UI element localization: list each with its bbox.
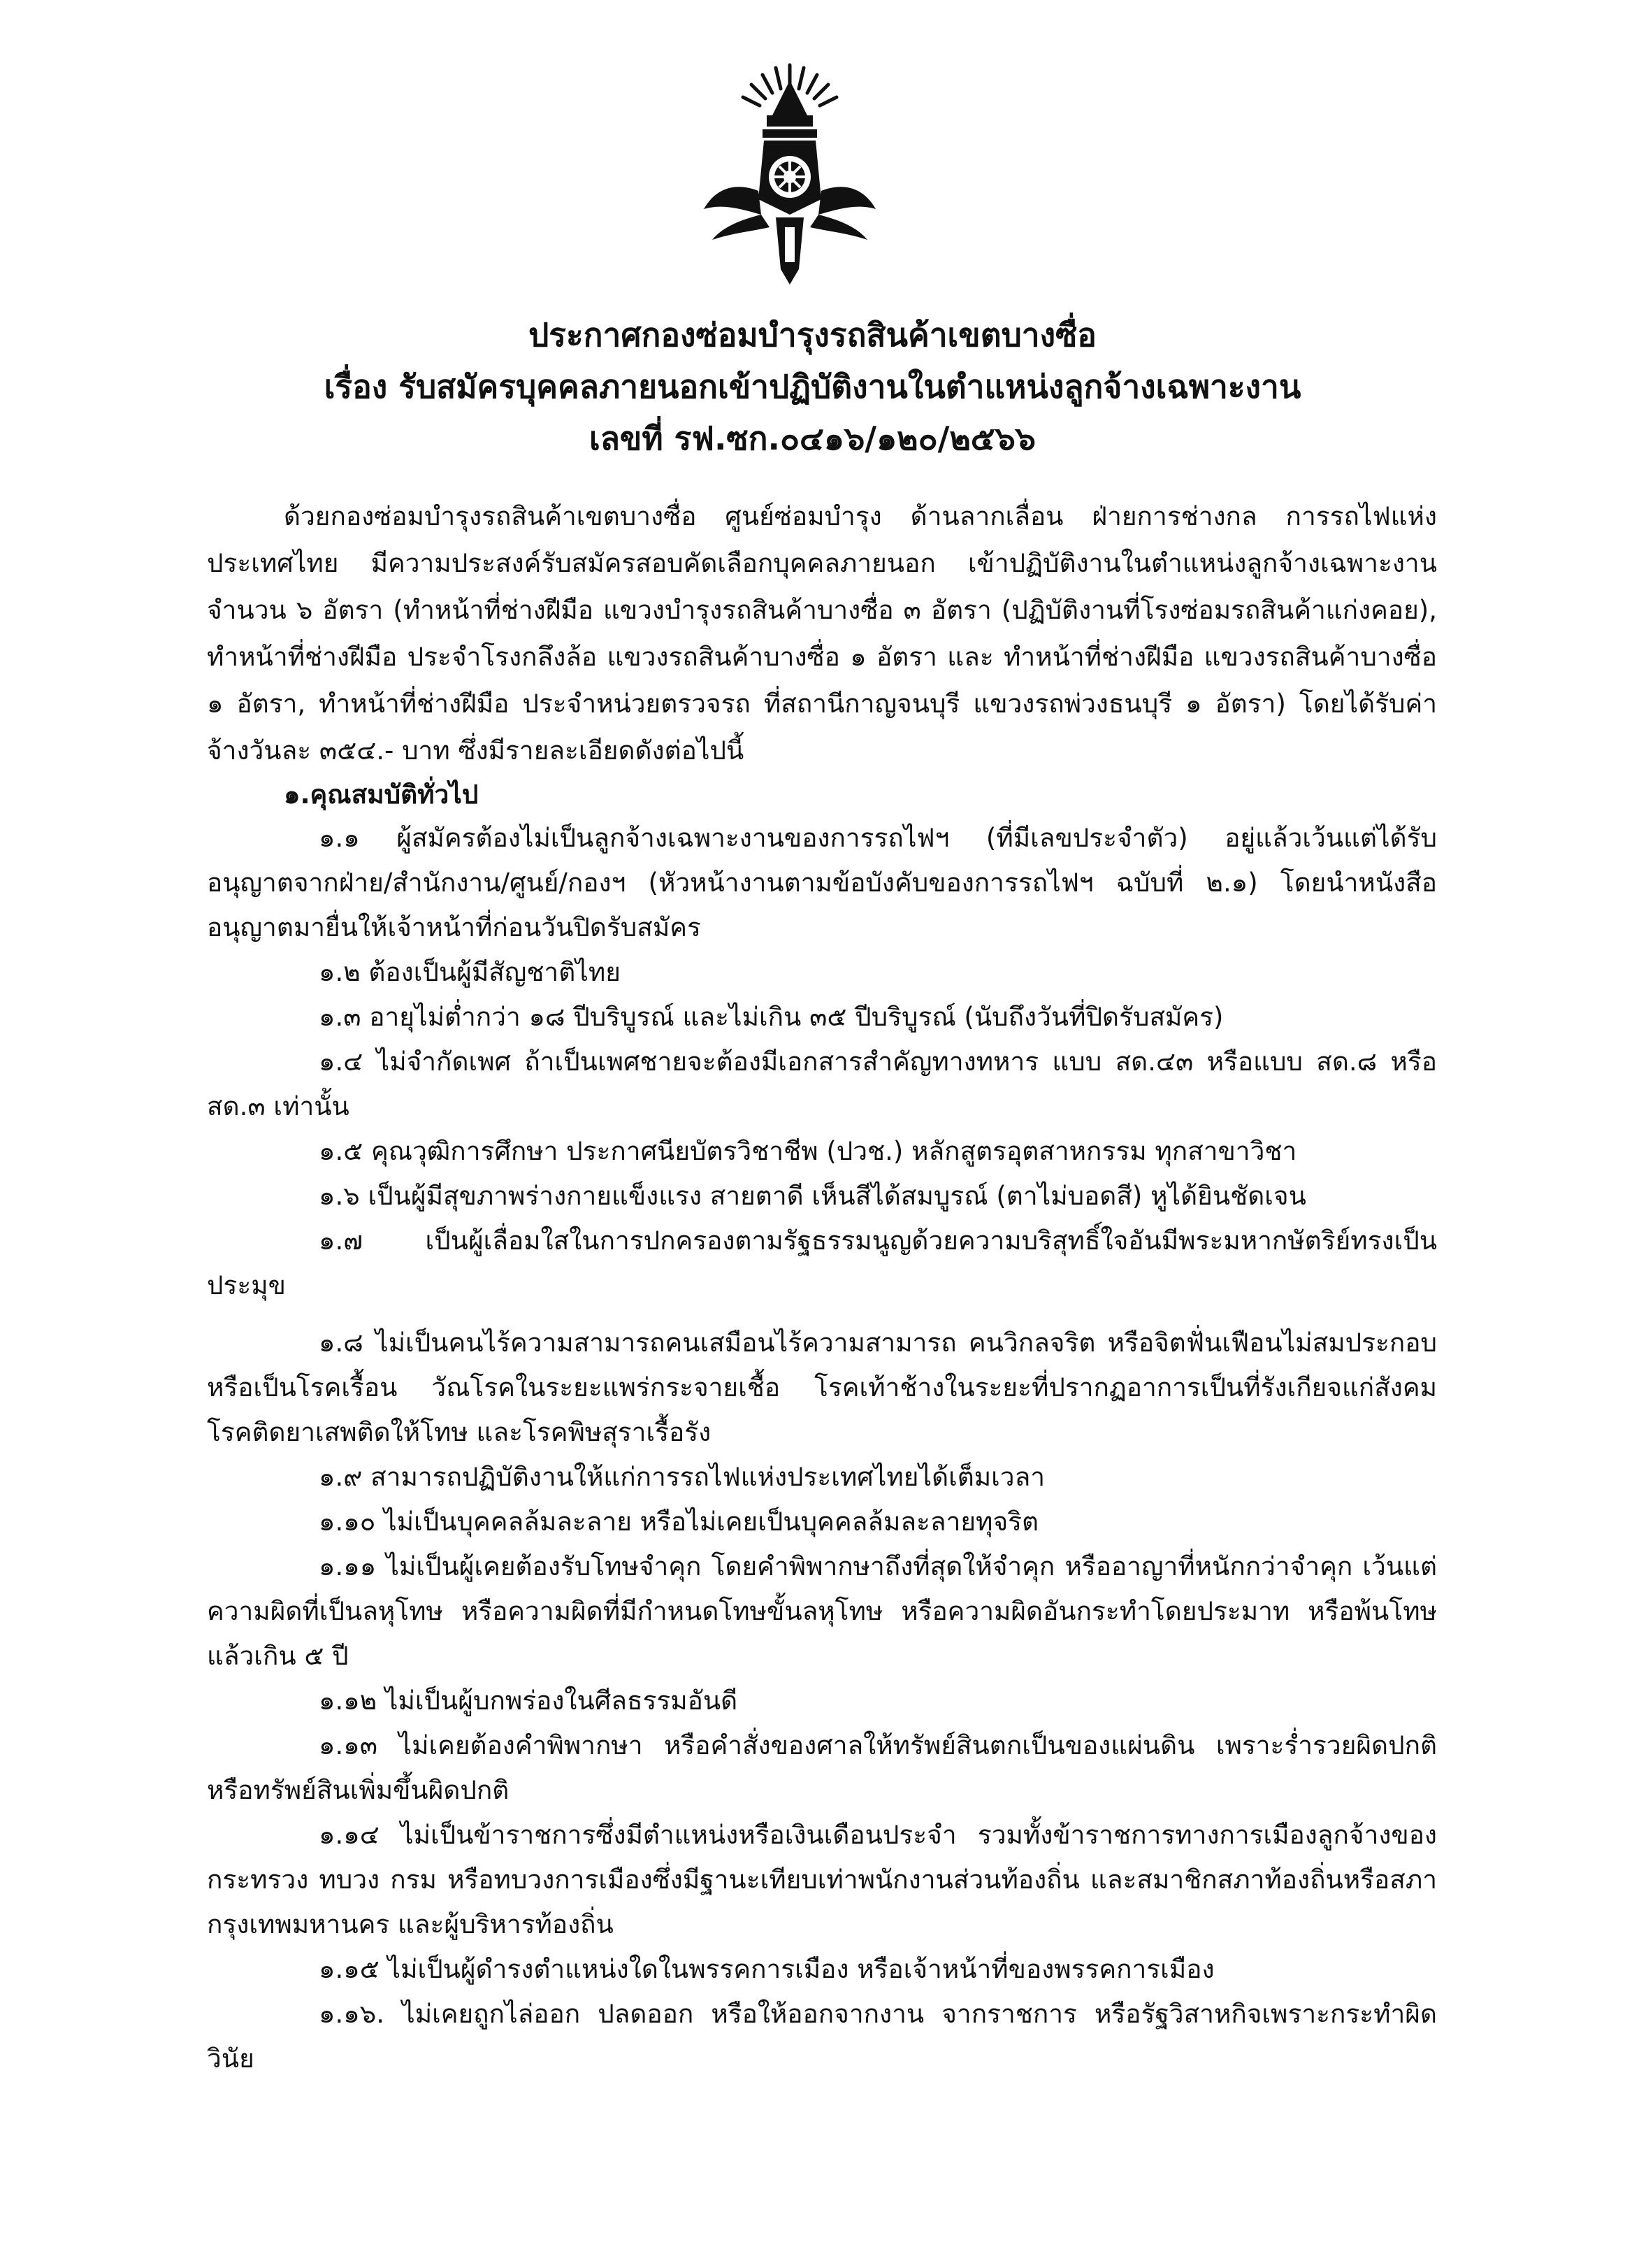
announcement-body [207,493,1437,2081]
issuer-title: ประกาศกองซ่อมบำรุงรถสินค้าเขตบางซื่อ [528,316,1097,354]
announcement-header [0,309,1625,464]
qualification-item: ๑.๑๕ ไม่เป็นผู้ดำรงตำแหน่งใดในพรรคการเมือง หรือเจ้าหน้าที่ของพรรคการเมือง [319,1954,1215,1984]
qualification-item: ๑.๘ ไม่เป็นคนไร้ความสามารถคนเสมือนไร้ความสามารถ คนวิกลจริต หรือจิตฟั่นเฟือนไม่สมประกอบ หรือเป็นโรคเรื้อน วัณโรคในระยะแพร่กระจายเชื้อ โรคเท้าช้างในระยะที่ปรากฏอาการเป็นที่รังเกียจแก่สังคม โรคติดยาเสพติดให้โทษ และโรคพิษสุราเรื้อรัง [207,1328,1437,1447]
qualification-item: ๑.๖ เป็นผู้มีสุขภาพร่างกายแข็งแรง สายตาดี เห็นสีได้สมบูรณ์ (ตาไม่บอดสี) หูได้ยินชัดเจน [319,1181,1306,1211]
qualification-item: ๑.๒ ต้องเป็นผู้มีสัญชาติไทย [319,957,621,987]
qualification-item: ๑.๕ คุณวุฒิการศึกษา ประกาศนียบัตรวิชาชีพ (ปวช.) หลักสูตรอุตสาหกรรม ทุกสาขาวิชา [319,1136,1297,1166]
section-heading: ๑.คุณสมบัติทั่วไป [284,780,479,810]
intro-paragraph: ด้วยกองซ่อมบำรุงรถสินค้าเขตบางซื่อ ศูนย์ซ่อมบำรุง ด้านลากเลื่อน ฝ่ายการช่างกล การรถไฟแห่งประเทศไทย มีความประสงค์รับสมัครสอบคัดเลือกบุคคลภายนอก เข้าปฏิบัติงานในตำแหน่งลูกจ้างเฉพาะงาน จำนวน ๖ อัตรา (ทำหน้าที่ช่างฝีมือ แขวงบำรุงรถสินค้าบางซื่อ ๓ อัตรา (ปฏิบัติงานที่โรงซ่อมรถสินค้าแก่งคอย), ทำหน้าที่ช่างฝีมือ ประจำโรงกลึงล้อ แขวงรถสินค้าบางซื่อ ๑ อัตรา และ ทำหน้าที่ช่างฝีมือ แขวงรถสินค้าบางซื่อ ๑ อัตรา, ทำหน้าที่ช่างฝีมือ ประจำหน่วยตรวจรถ ที่สถานีกาญจนบุรี แขวงรถพ่วงธนบุรี ๑ อัตรา) โดยได้รับค่าจ้างวันละ ๓๕๔.- บาท ซึ่งมีรายละเอียดดังต่อไปนี้ [207,501,1437,766]
qualification-item: ๑.๑๒ ไม่เป็นผู้บกพร่องในศีลธรรมอันดี [319,1686,738,1716]
qualification-item: ๑.๔ ไม่จำกัดเพศ ถ้าเป็นเพศชายจะต้องมีเอกสารสำคัญทางทหาร แบบ สด.๔๓ หรือแบบ สด.๘ หรือ สด.๓ เท่านั้น [207,1047,1437,1121]
qualification-item: ๑.๑๔ ไม่เป็นข้าราชการซึ่งมีตำแหน่งหรือเงินเดือนประจำ รวมทั้งข้าราชการทางการเมืองลูกจ้างของกระทรวง ทบวง กรม หรือทบวงการเมืองซึ่งมีฐานะเทียบเท่าพนักงานส่วนท้องถิ่น และสมาชิกสภาท้องถิ่นหรือสภากรุงเทพมหานคร และผู้บริหารท้องถิ่น [207,1820,1437,1939]
railway-emblem-icon [702,59,877,290]
qualification-item: ๑.๑๑ ไม่เป็นผู้เคยต้องรับโทษจำคุก โดยคำพิพากษาถึงที่สุดให้จำคุก หรืออาญาที่หนักกว่าจำคุก เว้นแต่ความผิดที่เป็นลหุโทษ หรือความผิดที่มีกำหนดโทษขั้นลหุโทษ หรือความผิดอันกระทำโดยประมาท หรือพ้นโทษแล้วเกิน ๕ ปี [207,1551,1437,1671]
subject-title: เรื่อง รับสมัครบุคคลภายนอกเข้าปฏิบัติงานในตำแหน่งลูกจ้างเฉพาะงาน [324,368,1301,405]
qualification-item: ๑.๑๓ ไม่เคยต้องคำพิพากษา หรือคำสั่งของศาลให้ทรัพย์สินตกเป็นของแผ่นดิน เพราะร่ำรวยผิดปกติ หรือทรัพย์สินเพิ่มขึ้นผิดปกติ [207,1730,1437,1805]
qualification-item: ๑.๗ เป็นผู้เลื่อมใสในการปกครองตามรัฐธรรมนูญด้วยความบริสุทธิ์ใจอันมีพระมหากษัตริย์ทรงเป็นประมุข [207,1226,1437,1300]
qualification-item: ๑.๑ ผู้สมัครต้องไม่เป็นลูกจ้างเฉพาะงานของการรถไฟฯ (ที่มีเลขประจำตัว) อยู่แล้วเว้นแต่ได้รับอนุญาตจากฝ่าย/สำนักงาน/ศูนย์/กองฯ (หัวหน้างานตามข้อบังคับของการรถไฟฯ ฉบับที่ ๒.๑) โดยนำหนังสืออนุญาตมายื่นให้เจ้าหน้าที่ก่อนวันปิดรับสมัคร [207,823,1437,942]
qualification-item: ๑.๓ อายุไม่ต่ำกว่า ๑๘ ปีบริบูรณ์ และไม่เกิน ๓๕ ปีบริบูรณ์ (นับถึงวันที่ปิดรับสมัคร) [319,1002,1224,1032]
reference-number: เลขที่ รฟ.ซก.๐๔๑๖/๑๒๐/๒๕๖๖ [588,419,1036,457]
qualification-item: ๑.๙ สามารถปฏิบัติงานให้แก่การรถไฟแห่งประเทศไทยได้เต็มเวลา [319,1462,1046,1492]
qualification-item: ๑.๑๖. ไม่เคยถูกไล่ออก ปลดออก หรือให้ออกจากงาน จากราชการ หรือรัฐวิสาหกิจเพราะกระทำผิดวินัย [207,1999,1437,2074]
qualification-item: ๑.๑๐ ไม่เป็นบุคคลล้มละลาย หรือไม่เคยเป็นบุคคลล้มละลายทุจริต [319,1507,1039,1537]
